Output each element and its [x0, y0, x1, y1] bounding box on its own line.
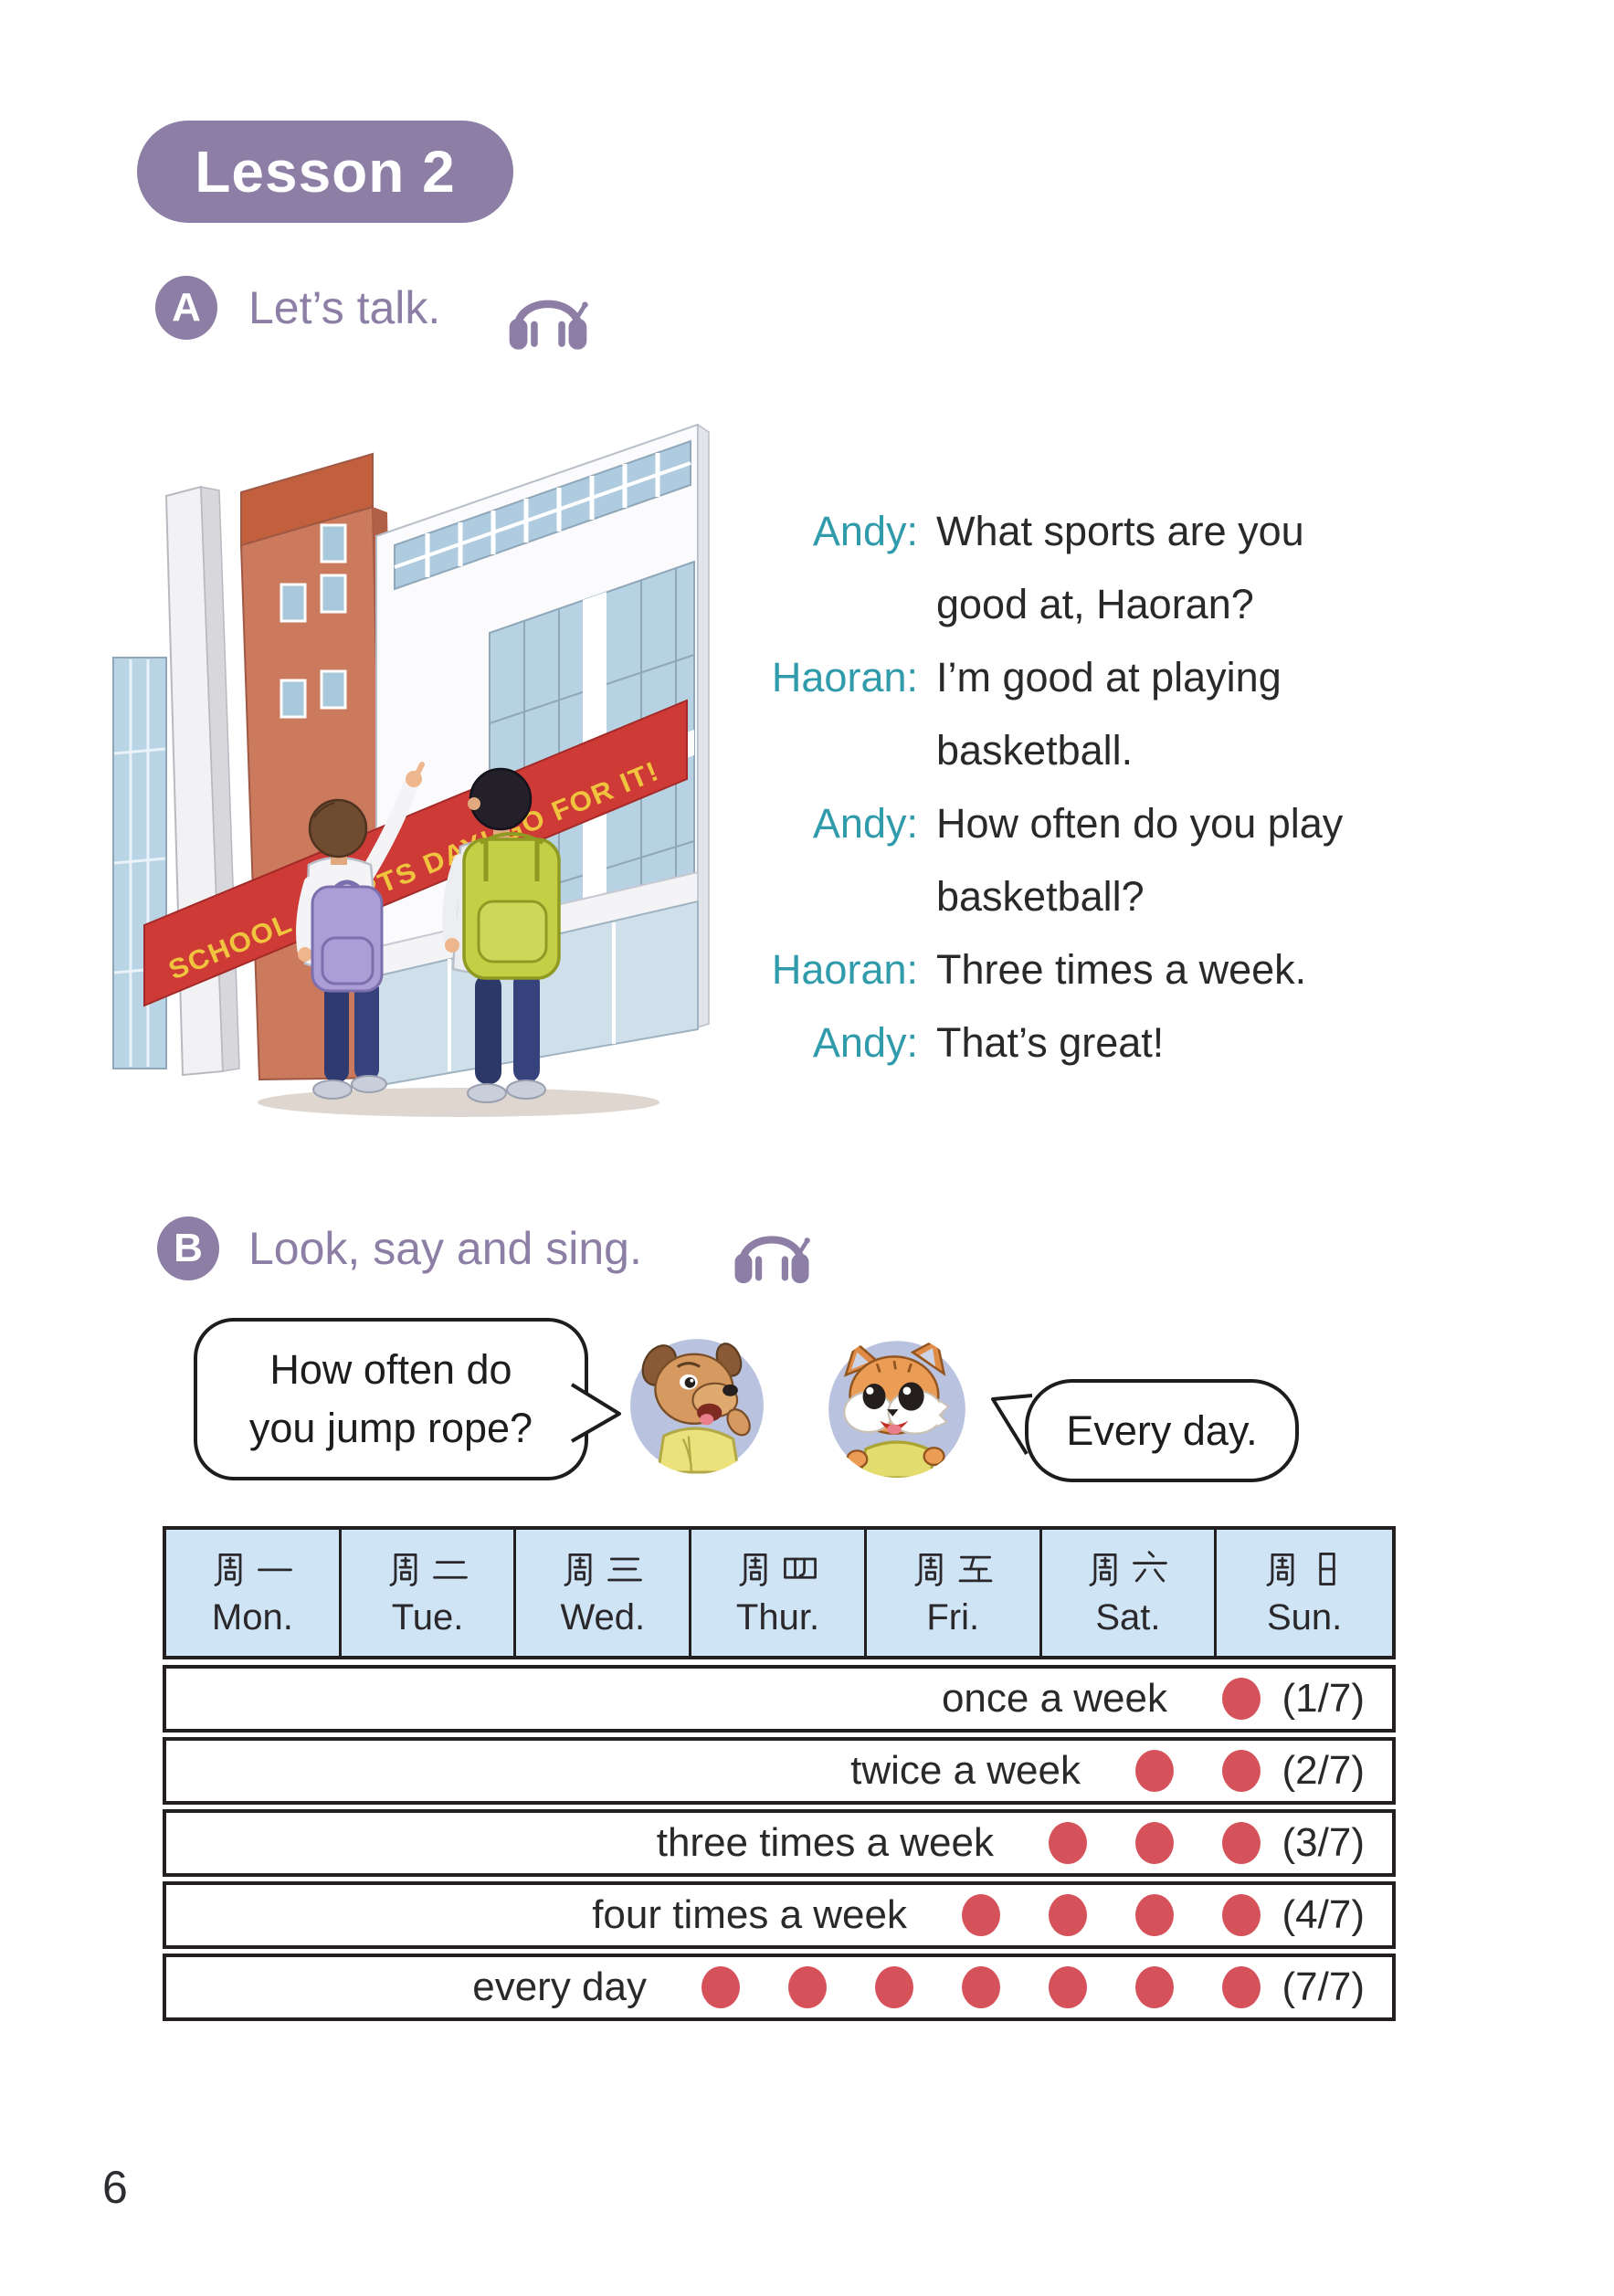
day-name-english: Thur. — [735, 1596, 820, 1638]
cjk-glyph — [779, 1548, 821, 1590]
dialog-line — [758, 568, 1507, 641]
dialog-line — [758, 787, 1507, 860]
cjk-glyph — [1084, 1548, 1126, 1590]
page-number: 6 — [102, 2162, 128, 2213]
question-bubble — [194, 1318, 588, 1480]
day-name-chinese — [385, 1548, 471, 1590]
frequency-label: four times a week — [592, 1892, 907, 1937]
frequency-dots — [1222, 1678, 1261, 1720]
frequency-row — [163, 1881, 1396, 1949]
frequency-dot — [1135, 1750, 1174, 1792]
cjk-glyph — [1261, 1548, 1303, 1590]
frequency-row — [163, 1809, 1396, 1877]
frequency-dot — [702, 1966, 740, 2008]
day-name-english: Mon. — [211, 1596, 293, 1638]
banner-text: SCHOOL SPORTS DAY! GO FOR IT! — [164, 764, 644, 986]
frequency-dot — [1222, 1966, 1261, 2008]
frequency-fraction: (2/7) — [1282, 1748, 1365, 1793]
dialog-speaker: Andy: — [812, 508, 918, 554]
frequency-label: every day — [472, 1964, 647, 2009]
frequency-dot — [962, 1894, 1000, 1936]
cjk-glyph — [604, 1548, 646, 1590]
cjk-glyph — [910, 1548, 952, 1590]
dialog-text: What sports are you — [936, 508, 1304, 554]
frequency-label: twice a week — [850, 1748, 1081, 1793]
frequency-row — [163, 1665, 1396, 1733]
frequency-dot — [962, 1966, 1000, 2008]
day-name-chinese — [559, 1548, 646, 1590]
cjk-glyph — [955, 1548, 997, 1590]
question-line-1: How often do — [269, 1346, 512, 1393]
day-name-english: Sun. — [1266, 1596, 1343, 1638]
dog-avatar — [628, 1332, 766, 1474]
section-a-title: Let’s talk. — [248, 282, 441, 333]
dialog-line — [758, 714, 1507, 787]
cjk-glyph — [1129, 1548, 1171, 1590]
day-header-cell — [1217, 1530, 1392, 1656]
day-header-cell — [867, 1530, 1042, 1656]
day-name-chinese — [209, 1548, 296, 1590]
cjk-glyph — [429, 1548, 471, 1590]
frequency-table-rows — [163, 1665, 1396, 2021]
frequency-dot — [1049, 1894, 1087, 1936]
frequency-dots — [1135, 1750, 1261, 1792]
day-name-chinese — [734, 1548, 821, 1590]
dialog-text: good at, Haoran? — [936, 581, 1254, 627]
frequency-dot — [875, 1966, 913, 2008]
frequency-dot — [1135, 1894, 1174, 1936]
dialog-line — [758, 860, 1507, 933]
cjk-glyph — [254, 1548, 296, 1590]
dialog-text: That’s great! — [936, 1019, 1165, 1066]
frequency-fraction: (7/7) — [1282, 1964, 1365, 2009]
frequency-dot — [1135, 1822, 1174, 1864]
day-name-chinese — [1084, 1548, 1171, 1590]
frequency-dots — [962, 1894, 1261, 1936]
dialog-line — [758, 1006, 1507, 1080]
lesson-badge — [137, 121, 513, 223]
day-name-english: Wed. — [560, 1596, 646, 1638]
cjk-glyph — [385, 1548, 427, 1590]
day-name-english: Sat. — [1095, 1596, 1161, 1638]
day-header-cell — [166, 1530, 342, 1656]
section-a-letter: A — [172, 285, 201, 330]
headphones-icon — [505, 279, 591, 353]
frequency-dot — [1135, 1966, 1174, 2008]
question-line-2: you jump rope? — [248, 1405, 533, 1451]
dialog-line — [758, 933, 1507, 1006]
dialog-text: basketball? — [936, 873, 1145, 920]
day-name-english: Fri. — [926, 1596, 980, 1638]
dialog-text: basketball. — [936, 727, 1134, 774]
answer-bubble — [1025, 1379, 1299, 1482]
frequency-dots — [702, 1966, 1261, 2008]
cjk-glyph — [559, 1548, 601, 1590]
dialog-text: I’m good at playing — [936, 654, 1282, 700]
cjk-glyph — [1306, 1548, 1348, 1590]
frequency-dot — [1222, 1750, 1261, 1792]
dialog-text: How often do you play — [936, 800, 1344, 847]
dialog-speaker: Andy: — [812, 800, 918, 847]
question-bubble-tail — [568, 1375, 627, 1448]
frequency-table-header — [163, 1526, 1396, 1659]
frequency-row — [163, 1737, 1396, 1805]
frequency-dot — [1049, 1966, 1087, 2008]
frequency-fraction: (1/7) — [1282, 1676, 1365, 1721]
dialog-speaker: Haoran: — [771, 654, 918, 700]
dialog-speaker: Andy: — [812, 1019, 918, 1066]
section-b-letter: B — [174, 1226, 203, 1270]
section-b-title: Look, say and sing. — [248, 1223, 642, 1274]
frequency-fraction: (4/7) — [1282, 1892, 1365, 1937]
day-name-chinese — [1261, 1548, 1348, 1590]
frequency-label: once a week — [941, 1676, 1167, 1721]
school-illustration — [102, 388, 742, 1137]
dialog — [758, 495, 1507, 1080]
dialog-line — [758, 495, 1507, 568]
answer-text: Every day. — [1066, 1406, 1258, 1454]
cjk-glyph — [734, 1548, 776, 1590]
frequency-dot — [1222, 1678, 1261, 1720]
cjk-glyph — [209, 1548, 251, 1590]
day-header-cell — [691, 1530, 867, 1656]
frequency-dot — [788, 1966, 827, 2008]
frequency-dot — [1222, 1822, 1261, 1864]
frequency-row — [163, 1954, 1396, 2021]
dialog-line — [758, 641, 1507, 714]
frequency-dot — [1049, 1822, 1087, 1864]
section-a-badge — [155, 276, 217, 340]
day-header-cell — [516, 1530, 691, 1656]
day-header-cell — [1042, 1530, 1218, 1656]
day-name-english: Tue. — [391, 1596, 464, 1638]
frequency-label: three times a week — [656, 1820, 994, 1865]
headphones-icon — [731, 1216, 813, 1286]
day-name-chinese — [910, 1548, 997, 1590]
lesson-badge-label: Lesson 2 — [195, 139, 456, 205]
dialog-speaker: Haoran: — [771, 946, 918, 993]
fox-avatar — [826, 1335, 968, 1478]
day-header-cell — [342, 1530, 517, 1656]
dialog-text: Three times a week. — [936, 946, 1307, 993]
frequency-dot — [1222, 1894, 1261, 1936]
section-b-badge — [157, 1216, 219, 1280]
frequency-fraction: (3/7) — [1282, 1820, 1365, 1865]
frequency-dots — [1049, 1822, 1261, 1864]
